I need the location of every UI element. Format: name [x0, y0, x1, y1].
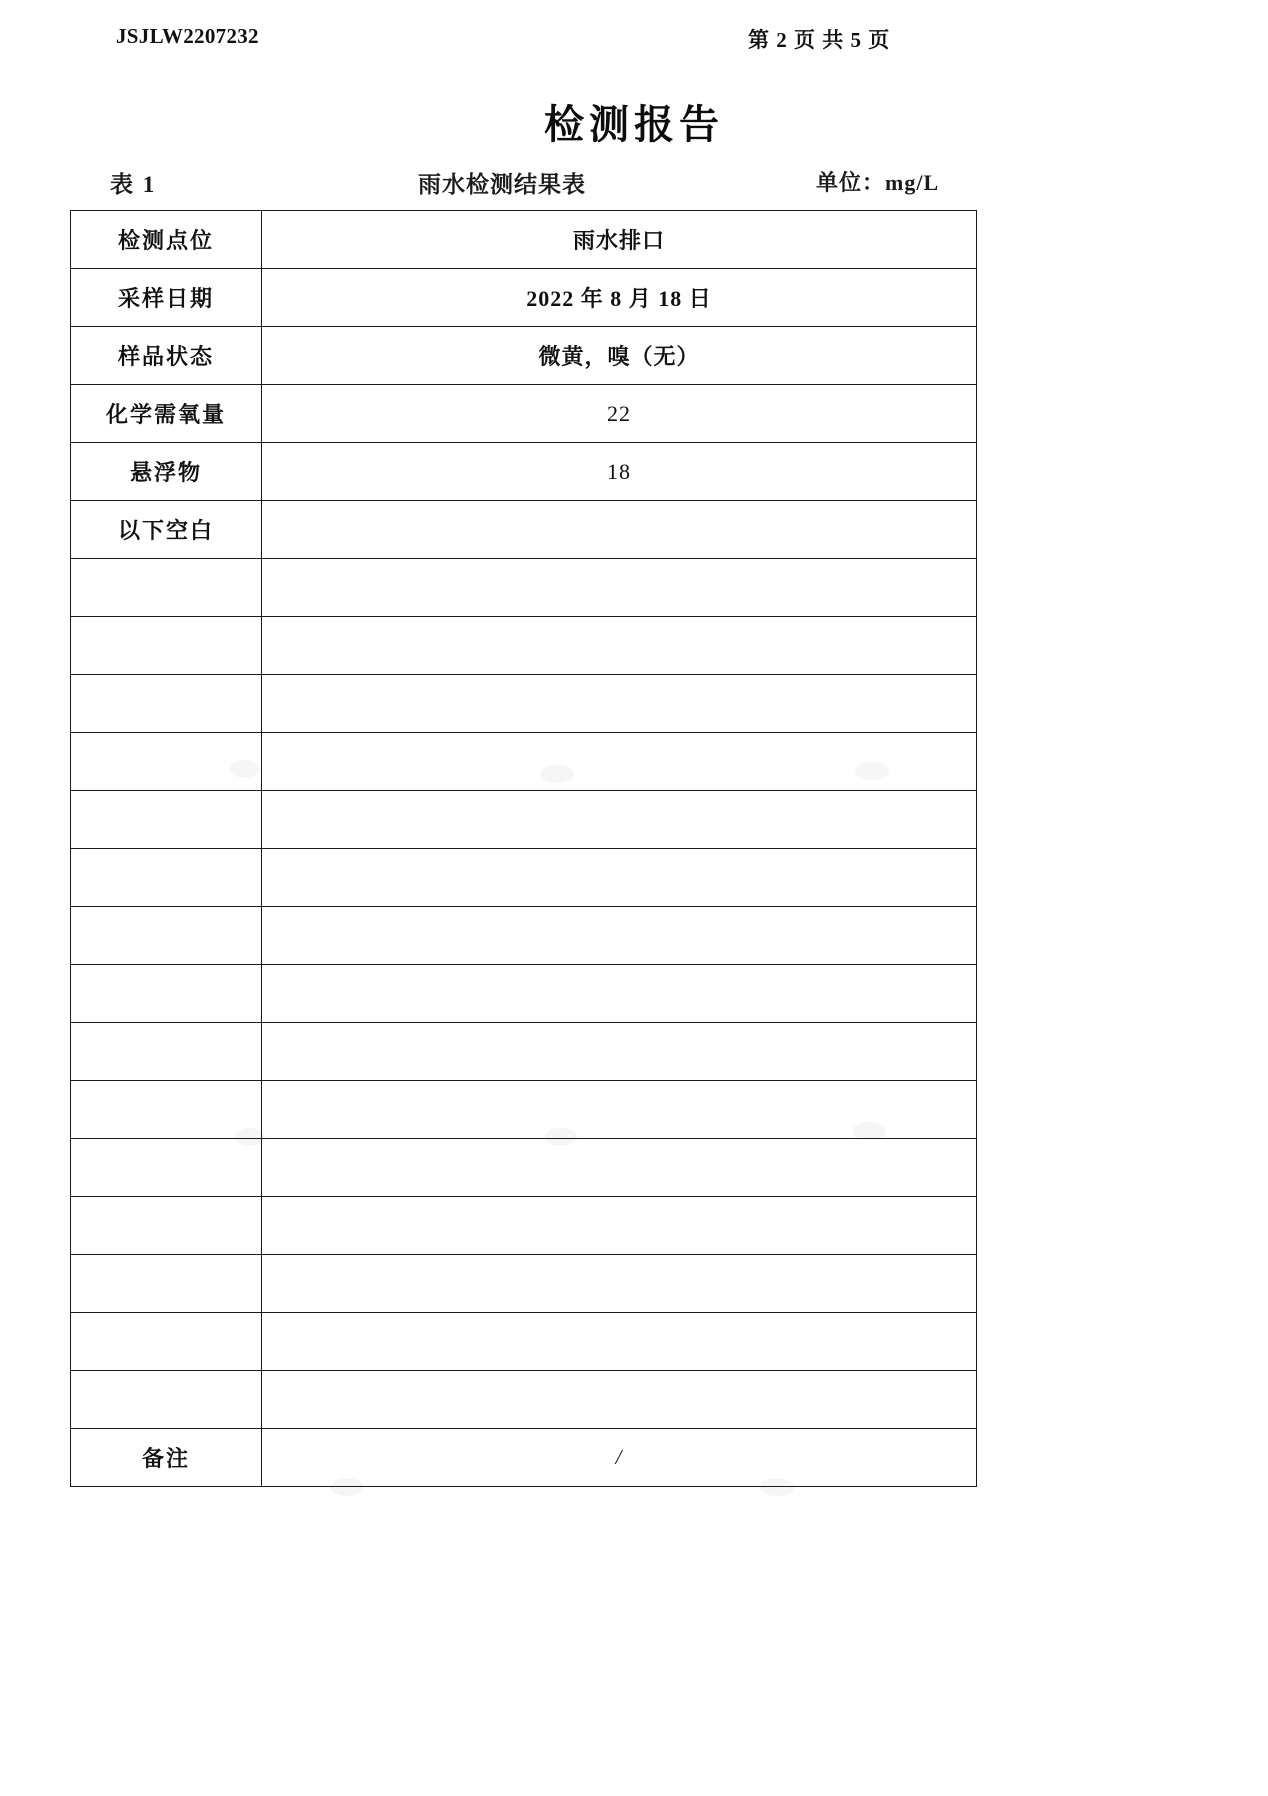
row-label — [71, 965, 262, 1023]
row-label — [71, 733, 262, 791]
table-row — [71, 1081, 977, 1139]
row-label — [71, 791, 262, 849]
page-header — [0, 24, 1268, 56]
row-value — [262, 1255, 977, 1313]
row-value: 2022 年 8 月 18 日 — [262, 269, 977, 327]
row-value — [262, 501, 977, 559]
row-label: 采样日期 — [71, 269, 262, 327]
row-value — [262, 559, 977, 617]
row-label — [71, 675, 262, 733]
table-row — [71, 443, 977, 501]
report-code: JSJLW2207232 — [116, 24, 259, 48]
table-caption: 雨水检测结果表 — [418, 172, 586, 197]
row-label: 备注 — [71, 1429, 262, 1487]
row-value — [262, 675, 977, 733]
table-row — [71, 791, 977, 849]
row-value: 22 — [262, 385, 977, 443]
row-value — [262, 1313, 977, 1371]
table-row — [71, 327, 977, 385]
row-value — [262, 907, 977, 965]
table-row — [71, 1313, 977, 1371]
row-label — [71, 1255, 262, 1313]
row-value — [262, 617, 977, 675]
row-value — [262, 1081, 977, 1139]
row-label — [71, 849, 262, 907]
row-value — [262, 965, 977, 1023]
table-row — [71, 559, 977, 617]
row-label: 样品状态 — [71, 327, 262, 385]
table-row — [71, 1197, 977, 1255]
row-value — [262, 1197, 977, 1255]
table-row — [71, 501, 977, 559]
row-label: 以下空白 — [71, 501, 262, 559]
row-label — [71, 1313, 262, 1371]
results-table-wrapper — [70, 210, 974, 1487]
row-value: 雨水排口 — [262, 211, 977, 269]
row-value — [262, 733, 977, 791]
table-row — [71, 269, 977, 327]
table-number: 表 1 — [110, 172, 157, 197]
row-label: 化学需氧量 — [71, 385, 262, 443]
table-row — [71, 211, 977, 269]
table-subheader — [0, 166, 1268, 196]
row-label — [71, 1023, 262, 1081]
row-label — [71, 1081, 262, 1139]
table-row — [71, 1023, 977, 1081]
row-value: 18 — [262, 443, 977, 501]
row-label — [71, 1139, 262, 1197]
row-value — [262, 1371, 977, 1429]
table-row — [71, 733, 977, 791]
row-label — [71, 1371, 262, 1429]
page-indicator: 第 2 页 共 5 页 — [748, 28, 891, 52]
results-table — [70, 210, 977, 1487]
row-label: 检测点位 — [71, 211, 262, 269]
table-row — [71, 1255, 977, 1313]
table-row — [71, 849, 977, 907]
row-label — [71, 617, 262, 675]
row-value — [262, 791, 977, 849]
row-value — [262, 849, 977, 907]
table-unit: 单位：mg/L — [816, 170, 940, 195]
row-value: / — [262, 1429, 977, 1487]
table-row — [71, 1429, 977, 1487]
table-row — [71, 617, 977, 675]
table-row — [71, 907, 977, 965]
row-value: 微黄，嗅（无） — [262, 327, 977, 385]
table-row — [71, 1139, 977, 1197]
table-row — [71, 965, 977, 1023]
table-row — [71, 1371, 977, 1429]
row-label — [71, 1197, 262, 1255]
table-row — [71, 675, 977, 733]
row-label — [71, 559, 262, 617]
results-table-body — [71, 211, 977, 1487]
row-value — [262, 1023, 977, 1081]
row-label: 悬浮物 — [71, 443, 262, 501]
row-value — [262, 1139, 977, 1197]
table-row — [71, 385, 977, 443]
page-title: 检测报告 — [544, 101, 724, 148]
row-label — [71, 907, 262, 965]
